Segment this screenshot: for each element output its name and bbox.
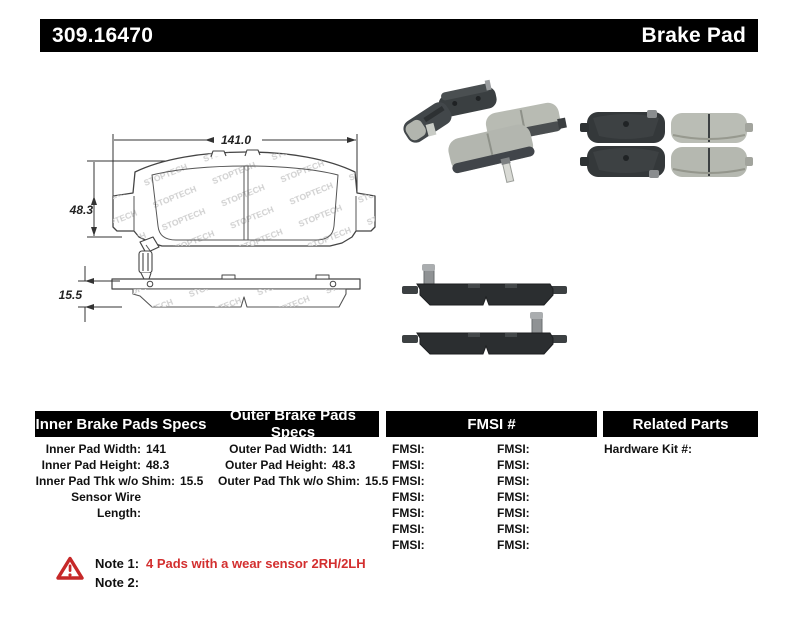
table-row [392,473,425,489]
spec-value: 15.5 [365,474,389,488]
note1-text: 4 Pads with a wear sensor 2RH/2LH [146,556,366,571]
table-row [213,457,388,473]
fmsi-label: FMSI: [392,442,425,456]
front-view-pad [113,150,375,253]
spec-value: 48.3 [146,458,170,472]
photo-pads-flat [580,110,753,178]
fmsi-label: FMSI: [392,506,425,520]
fmsi-label: FMSI: [497,458,530,472]
table-row [392,505,425,521]
fmsi-label: FMSI: [392,490,425,504]
fmsi-label: FMSI: [497,506,530,520]
spec-value: 141 [332,442,353,456]
edge-pad-2 [402,312,567,354]
fmsi-label: FMSI: [497,538,530,552]
related-parts-row [604,441,692,457]
related-parts-title: Related Parts [632,415,729,433]
table-row [392,537,425,553]
fmsi-label: FMSI: [497,490,530,504]
fmsi-label: FMSI: [392,458,425,472]
spec-value: 48.3 [332,458,356,472]
fmsi-column-left [392,441,425,553]
table-row [497,489,530,505]
pad-flat-light-2 [671,147,753,177]
pads-specs-header-bar [35,407,379,441]
table-row [392,489,425,505]
outer-specs-table [213,441,388,489]
table-row [35,457,203,473]
table-row [497,537,530,553]
spec-label: Sensor Wire Length: [71,490,141,520]
pad-flat-dark-2 [580,146,665,178]
product-type: Brake Pad [641,23,746,47]
table-row [392,457,425,473]
spec-label: Outer Pad Thk w/o Shim: [217,474,360,488]
dim-width-label: 141.0 [220,133,252,147]
dim-height-label: 48.3 [69,203,93,217]
table-row [497,457,530,473]
table-row [497,441,530,457]
spec-label: Inner Pad Width: [45,442,141,456]
table-row [35,441,203,457]
inner-specs-table [35,441,204,520]
note2-label: Note 2: [95,575,140,590]
table-row [497,473,530,489]
front-view-drawing [69,133,375,253]
title-bar [40,19,758,52]
fmsi-label: FMSI: [392,522,425,536]
table-row [35,473,203,489]
warning-icon [56,556,84,581]
dim-thickness-label: 15.5 [58,288,82,302]
hardware-kit-label: Hardware Kit #: [604,442,693,456]
table-row [392,441,425,457]
fmsi-header-bar [386,411,597,437]
table-row [497,505,530,521]
fmsi-label: FMSI: [392,538,425,552]
spec-label: Outer Pad Height: [224,458,327,472]
table-row [392,521,425,537]
photo-pads-edge [402,264,567,354]
fmsi-label: FMSI: [497,522,530,536]
dimension-thickness [78,266,122,322]
outer-specs-title: Outer Brake Pads Specs [230,407,356,441]
inner-specs-title: Inner Brake Pads Specs [35,415,207,433]
spec-value: 141 [146,442,167,456]
side-view-drawing [59,251,360,322]
pad-flat-dark-1 [580,110,665,143]
photo-pads-perspective [400,79,567,194]
fmsi-column-right [497,441,530,553]
pad-photo-4 [446,122,540,194]
table-row [35,489,203,520]
note1-label: Note 1: [95,556,140,571]
table-row [213,473,388,489]
fmsi-title: FMSI # [467,415,516,433]
fmsi-label: FMSI: [392,474,425,488]
pad-flat-light-1 [671,113,753,143]
edge-pad-1 [402,264,567,305]
table-row [213,441,388,457]
part-number: 309.16470 [52,23,154,47]
fmsi-label: FMSI: [497,442,530,456]
fmsi-label: FMSI: [497,474,530,488]
spec-value: 15.5 [180,474,204,488]
table-row [497,521,530,537]
sensor-connector [139,251,152,279]
spec-label: Inner Pad Height: [41,458,141,472]
related-parts-header-bar [603,411,758,437]
spec-label: Inner Pad Thk w/o Shim: [35,474,175,488]
spec-label: Outer Pad Width: [229,442,327,456]
